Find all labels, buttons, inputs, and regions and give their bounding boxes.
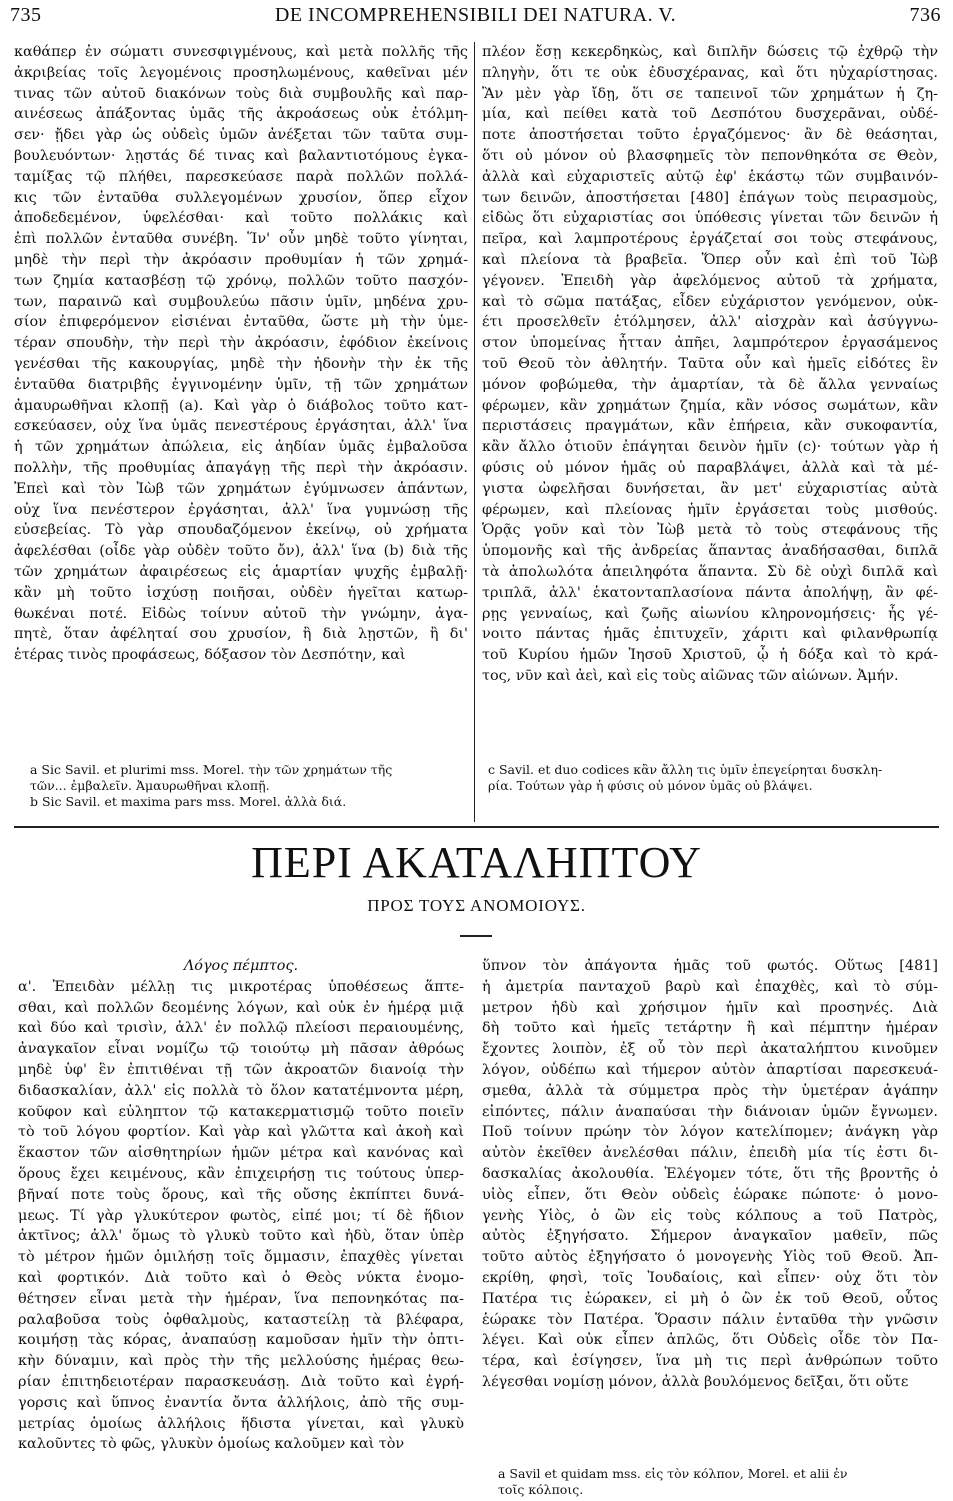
text-line: καὶ τὸ σῶμα πατάξας, εἶδεν εὐχάριστον γενόμενον, οὐκ- xyxy=(482,293,938,310)
text-line: σθαι, καὶ πολλῶν δεομένης λόγων, καὶ οὐκ ἐν ἡμέρᾳ μιᾷ xyxy=(18,999,464,1016)
text-line: ἀναγκαῖον εἶναι νομίζω τῷ τοιούτῳ μὴ πᾶσαν ἀθρόως xyxy=(18,1041,464,1058)
running-header xyxy=(10,2,941,32)
text-line: φύσις οὐ μόνον ἡμᾶς οὐ παραβλάψει, ἀλλὰ καὶ τὰ μέ- xyxy=(482,459,938,476)
text-line: βῆναί ποτε τοὺς ὅρους, καὶ τῆς οὔσης ἐκπίπτει δυνά- xyxy=(18,1186,464,1203)
text-line: εκρίθη, φησὶ, τοῖς Ἰουδαίοις, καὶ εἶπεν· οὐχ ὅτι τὸν xyxy=(482,1269,938,1286)
text-line: μηδὲ τὴν περὶ τὴν ἀκρόασιν προθυμίαν ἡ τῶν χρημά- xyxy=(14,251,468,268)
text-line: πληγὴν, ὅτι τε οὐκ ἐδυσχέρανας, καὶ ὅτι ηὐχαρίστησας. xyxy=(482,64,938,81)
treatise-subtitle: ΠΡΟΣ ΤΟΥΣ ΑΝΟΜΟΙΟΥΣ. xyxy=(367,896,586,915)
text-line: Ἂν μὲν γὰρ ἴδῃ, ὅτι σε ταπεινοῖ τῶν χρημάτων ἡ ζη- xyxy=(482,85,938,102)
text-line: θέτησεν εἶναι μετὰ τὴν ἡμέραν, ἵνα πεπονηκότας πα- xyxy=(18,1290,464,1307)
text-line: γενὴς Υἱὸς, ὁ ὢν εἰς τοὺς κόλπους a τοῦ Πατρὸς, xyxy=(482,1207,938,1224)
text-line: σίον ἐπιφερόμενον εἰσιέναι ἐνταῦθα, ὥστε μὴ τὴν ὑμε- xyxy=(14,314,468,331)
text-line: ταμίξας τῷ πλήθει, παρεσκεύασε παρὰ πολλῶν πολλά- xyxy=(14,168,468,185)
text-line: γενέσθαι τῆς κακουργίας, μηδὲ τὴν ἡδονὴν τὴν ἐκ τῆς xyxy=(14,355,468,372)
text-line: κἂν μὴ τοῦτο ἰσχύσῃ ποιῆσαι, οὐδὲν ἡγεῖται κατωρ- xyxy=(14,584,468,601)
text-line: ρίαν ἐπιτηδειοτέραν παρασκευάσῃ. Διὰ τοῦτο καὶ ἐγρή- xyxy=(18,1373,464,1390)
text-line: ἔχοντες λοιπὸν, ἐξ οὗ τὸν περὶ ἀκαταλήπτου κινοῦμεν xyxy=(482,1041,938,1058)
page-number-right: 736 xyxy=(909,4,941,26)
title-dash xyxy=(460,935,492,937)
text-line: ἐπὶ πολλῶν ἐνταῦθα συνέβη. Ἵν' οὖν μηδὲ τοῦτο γίνηται, xyxy=(14,231,468,248)
text-line: τὸ μέτρον ἡμῶν ὁμιλήσῃ τοῖς ὄμμασιν, ἐπαχθὲς γίνεται xyxy=(18,1249,464,1266)
footnote-line: τοῖς κόλποις. xyxy=(498,1482,584,1497)
text-line: μετρον ἡδὺ καὶ χρήσιμον ἡμῖν καὶ προσηνές. Διὰ xyxy=(482,999,938,1016)
section-rule xyxy=(14,826,939,828)
text-line: ὅρους ἔχει κειμένους, κἂν ἐπιχειρήσῃ τις τούτους ὑπερ- xyxy=(18,1165,464,1182)
text-line: πεῖρα, καὶ λαμπροτέρους ἐργάζεταί σοι τοὺς στεφάνους, xyxy=(482,231,938,248)
text-line: στον ὑπομείνας ἧτταν ἀπῆει, λαμπρότερον ἐργασάμενος xyxy=(482,335,938,352)
text-line: ἕκαστον τῶν αἰσθητηρίων ἡμῶν μέτρα καὶ κανόνας καὶ xyxy=(18,1145,464,1162)
text-line: κἂν ἄλλο ὁτιοῦν ἐπάγηται δεινὸν ἡμῖν (c)· τούτων γὰρ ἡ xyxy=(482,439,938,456)
text-line: ἡ τῶν χρημάτων ἀπώλεια, εἰς ἀηδίαν ὑμᾶς ἐμβαλοῦσα xyxy=(14,439,468,456)
oration-label: Λόγος πέμπτος. xyxy=(183,958,299,974)
text-line: καθάπερ ἐν σώματι συνεσφιγμένους, καὶ μετὰ πολλῆς τῆς xyxy=(14,44,468,60)
text-line: περιστάσεις πραγμάτων, κἂν ἐπήρεια, κἂν συκοφαντία, xyxy=(482,418,938,435)
top-right-column xyxy=(482,42,938,760)
text-line: τοῦ Θεοῦ τὸν ἀθλητήν. Ταῦτα οὖν καὶ ἡμεῖς εἰδότες ἓν xyxy=(482,355,938,372)
text-line: ὕπνον τὸν ἀπάγοντα ἡμᾶς τοῦ φωτός. Οὕτως [481] xyxy=(482,958,938,974)
text-line: θωκέναι ποτέ. Εἰδὼς τοίνυν αὐτοῦ τὴν γνώμην, ἀγα- xyxy=(14,605,468,622)
text-line: καλοῦντες τὸ φῶς, γλυκὺν ὁμοίως καλοῦμεν καὶ τὸν xyxy=(18,1436,405,1453)
text-line: μετρίας ὁμοίως ἀλλήλοις ἥδιστα γίνεται, καὶ γλυκὺ xyxy=(18,1415,464,1432)
text-line: τέρα, καὶ ἐσίγησεν, ἵνα μὴ τις περὶ ἀνθρώπων τοῦτο xyxy=(482,1353,938,1370)
text-line: γέγονεν. Ἐπειδὴ γὰρ ἀφελόμενος αὐτοῦ τὰ χρήματα, xyxy=(482,272,938,289)
text-line: ἀμαυρωθῆναι κλοπῇ (a). Καὶ γὰρ ὁ διάβολος τοῦτο κατ- xyxy=(14,397,468,414)
text-line: τριπλᾶ, ἀλλ' ἑκατονταπλασίονα πάντα ἀπολήψῃ, ἂν φέ- xyxy=(482,584,938,601)
text-line: μηδὲ ὑφ' ἓν ἐπιτιθέναι τῇ τῶν ἀκροατῶν διανοίᾳ τὴν xyxy=(18,1061,464,1078)
bottom-left-column xyxy=(18,956,464,1501)
text-line: ἑώρακε τὸν Πατέρα. Ὅρασιν πάλιν ἐνταῦθα τὴν γνῶσιν xyxy=(482,1311,938,1328)
text-line: σμεθα, ἀλλὰ τὰ σύμμετρα πρὸς τὴν ὑμετέραν ἀγάπην xyxy=(482,1082,938,1099)
text-line: ραλαβοῦσα τοὺς ὀφθαλμοὺς, καταστείλῃ τὰ βλέφαρα, xyxy=(18,1311,464,1328)
text-line: Ἐπεὶ καὶ τὸν Ἰὼβ τῶν χρημάτων ἐγύμνωσεν ἁπάντων, xyxy=(14,480,468,497)
text-line: τοῦ Κυρίου ἡμῶν Ἰησοῦ Χριστοῦ, ᾧ ἡ δόξα καὶ τὸ κρά- xyxy=(482,647,938,664)
text-line: τὰ ἀπολωλότα ἀπειληφότα ἅπαντα. Σὺ δὲ οὐχὶ διπλᾶ καὶ xyxy=(482,563,938,580)
text-line: των δεινῶν, ἀποστήσεται [480] ἐπάγων τοὺς πειρασμοὺς, xyxy=(482,189,938,206)
footnote-line: b Sic Savil. et maxima pars mss. Morel. ἀλλὰ διά. xyxy=(30,794,347,809)
top-left-column xyxy=(14,42,468,760)
text-line: πολλὴν, τῆς προθυμίας ἀπαγάγῃ τῆς περὶ τὴν ἀκρόασιν. xyxy=(14,459,468,476)
footnotes-left xyxy=(30,762,470,810)
text-line: ἀκτῖνος; ἀλλ' ὅμως τὸ γλυκὺ τοῦτο καὶ ἡδὺ, ὅταν ὑπὲρ xyxy=(18,1228,464,1245)
text-line: ἡ ἀμετρία πανταχοῦ βαρὺ καὶ ἐπαχθὲς, καὶ τὸ σύμ- xyxy=(482,978,938,995)
text-line: γιστα ὠφελῆσαι δυνήσεται, ἂν μετ' εὐχαριστίας αὐτὰ xyxy=(482,480,938,497)
text-line: ἀφελέσθαι (οἶδε γὰρ οὐδὲν τοῦτο ὄν), ἀλλ' ἵνα (b) διὰ τῆς xyxy=(14,543,468,560)
text-line: μόνον φοβώμεθα, τὴν ἁμαρτίαν, τὰ δὲ ἄλλα γενναίως xyxy=(482,376,938,393)
bottom-right-column xyxy=(482,956,938,1436)
text-line: αινέσεως ἀπάξοντας ὑμᾶς τῆς ἀκροάσεως οὐκ ἐτόλμη- xyxy=(14,106,468,123)
text-line: εἰπόντες, πάλιν ἀναπαύσαι τὴν διάνοιαν ὑμῶν ἔγνωμεν. xyxy=(482,1103,938,1120)
footnote-line: a Savil et quidam mss. εἰς τὸν κόλπον, Morel. et alii ἐν xyxy=(498,1466,848,1481)
text-line: εἰδὼς ὅτι εὐχαριστίας σοι ὑπόθεσις γίνεται τῶν δεινῶν ἡ xyxy=(482,210,938,227)
footnotes-bottom xyxy=(498,1466,938,1498)
text-line: ὑπομονῆς καὶ τῆς ἀνδρείας ἅπαντας ἀναδήσασθαι, διπλᾶ xyxy=(482,543,938,560)
text-line: κὴν δύναμιν, καὶ πρὸς τὴν τῆς μελλούσης ἡμέρας θεω- xyxy=(18,1353,464,1370)
text-line: εὐσεβείας. Τὸ γὰρ σπουδαζόμενον ἐκείνῳ, οὐ χρήματα xyxy=(14,522,468,539)
text-line: τοῦτο αὐτὸς ἐξηγήσατο ὁ μονογενὴς Υἱὸς τοῦ Θεοῦ. Ἀπ- xyxy=(482,1249,938,1266)
column-divider xyxy=(474,42,475,822)
text-line: καὶ δύο καὶ τρισὶν, ἀλλ' ἐν πολλῷ πλείοσι περαιουμένης, xyxy=(18,1020,464,1037)
footnote-line: ρία. Τούτων γὰρ ἡ φύσις οὐ μόνον ὑμᾶς οὐ βλάψει. xyxy=(488,778,813,793)
text-line: των, παραινῶ καὶ συμβουλεύω πᾶσιν ὑμῖν, μηδένα χρυ- xyxy=(14,293,468,310)
text-line: φέρωμεν, κἂν χρημάτων ζημία, κἂν νόσος σωμάτων, κἂν xyxy=(482,397,938,414)
text-line: ἀλλὰ καὶ εὐχαριστεῖς αὐτῷ ἐφ' ἑκάστῳ τῶν συμβαινόν- xyxy=(482,168,938,185)
text-line: τος, νῦν καὶ ἀεὶ, καὶ εἰς τοὺς αἰῶνας τῶν αἰώνων. Ἀμήν. xyxy=(482,667,899,684)
text-line: ἀκριβείας τοῖς λεγομένοις προσηλωμένους, καθεῖναι μέν xyxy=(14,64,468,81)
text-line: καὶ πλείονα τὰ βραβεῖα. Ὅπερ οὖν καὶ ἐπὶ τοῦ Ἰὼβ xyxy=(482,251,938,268)
page-number-left: 735 xyxy=(10,4,42,26)
text-line: α'. Ἐπειδὰν μέλλῃ τις μικροτέρας ὑποθέσεως ἅπτε- xyxy=(18,978,464,995)
text-line: ἀποδεδεμένον, ὑφελέσθαι· καὶ τοῦτο πολλάκις καὶ xyxy=(14,210,468,227)
text-line: ποτε ἀποστήσεται τοῦτο ἐργαζόμενος· ἂν δὲ θεάσηται, xyxy=(482,127,938,144)
text-line: λέγει. Καὶ οὐκ εἶπεν ἁπλῶς, ὅτι Οὐδεὶς οἶδε τὸν Πα- xyxy=(482,1332,938,1349)
text-line: ἐνταῦθα διατριβῆς ἐγγινομένην ὑμῖν, τῇ τῶν χρημάτων xyxy=(14,376,468,393)
text-line: γορσις καὶ ὕπνος ἐναντία ὄντα ἀλλήλοις, ἀπὸ τῆς συμ- xyxy=(18,1394,464,1411)
text-line: Πατέρα τις ἑώρακεν, εἰ μὴ ὁ ὢν ἐκ τοῦ Θεοῦ, οὗτος xyxy=(482,1290,938,1307)
text-line: ρῃς γενναίως, καὶ ζωῆς αἰωνίου κληρονομήσεις· ἧς γέ- xyxy=(482,605,938,622)
text-line: τινας τῶν αὐτοῦ διακόνων τοὺς διὰ συμβουλῆς καὶ παρ- xyxy=(14,85,468,102)
text-line: μία, καὶ πείθει κατὰ τοῦ Δεσπότου δυσχερᾶναι, οὐδέ- xyxy=(482,106,938,123)
text-line: διδασκαλίαν, ἀλλ' εἰς πολλὰ τὸ ὅλον κατατέμνοντα μέρη, xyxy=(18,1082,464,1099)
text-line: τῶν χρημάτων ἀφαιρέσεως εἰς ἁμαρτίαν ψυχῆς ἐμβαλῇ· xyxy=(14,563,468,580)
text-line: πητὲ, ὅταν ἀφέληταί σου χρυσίον, ἢ διὰ λῃστῶν, ἢ δι' xyxy=(14,626,468,643)
text-line: λόγον, οὐδέπω καὶ τήμερον αὐτὸν ἀπαρτίσαι παρεσκευά- xyxy=(482,1061,938,1078)
text-line: λέγεσθαι νομίσῃ μόνον, ἀλλὰ βουλόμενος δεῖξαι, ὅτι οὔτε xyxy=(482,1373,909,1390)
text-line: καὶ φορτικόν. Διὰ τοῦτο καὶ ὁ Θεὸς νύκτα ἐνομο- xyxy=(18,1269,464,1286)
text-line: υἱὸς εἶπεν, ὅτι Θεὸν οὐδεὶς ἑώρακε πώποτε· ὁ μονο- xyxy=(482,1186,938,1203)
text-line: πλέον ἔσῃ κεκερδηκὼς, καὶ διπλῆν δώσεις τῷ ἐχθρῷ τὴν xyxy=(482,44,938,60)
text-line: αὐτὸς ἐξηγήσατο. Σήμερον ἀναγκαῖον μαθεῖν, πῶς xyxy=(482,1228,938,1245)
text-line: τὸ τοῦ λόγου φορτίον. Καὶ γὰρ καὶ γλῶττα καὶ ἀκοὴ καὶ xyxy=(18,1124,464,1141)
footnote-line: τῶν... ἐμβαλεῖν. Ἀμαυρωθῆναι κλοπῇ. xyxy=(30,778,270,793)
text-line: ἑτέρας τινὸς προφάσεως, δόξασον τὸν Δεσπότην, καὶ xyxy=(14,647,406,664)
text-line: δὴ τοῦτο καὶ ἡμεῖς τετάρτην ἢ καὶ πέμπτην ἡμέραν xyxy=(482,1020,938,1037)
footnotes-right xyxy=(488,762,938,794)
footnote-line: c Savil. et duo codices κἂν ἄλλη τις ὑμῖν ἐπεγείρηται δυσκλη- xyxy=(488,762,883,777)
text-line: έτι προσελθεῖν ἐτόλμησεν, ἀλλ' αἰσχρὰν καὶ ἀσύγγνω- xyxy=(482,314,938,331)
text-line: αὐτὸν ἐκεῖθεν ἀνελέσθαι πάλιν, ἐπειδὴ μία τίς ἐστι δι- xyxy=(482,1145,938,1162)
treatise-title: ΠΕΡΙ ΑΚΑΤΑΛΗΠΤΟΥ xyxy=(251,838,702,887)
text-line: φέρωμεν, καὶ πλείονας ἡμῖν ἐργάσεται τοὺς μισθούς. xyxy=(482,501,938,518)
text-line: τέραν σπουδὴν, τὴν περὶ τὴν ἀκρόασιν, ἐφόδιον ἐκείνοις xyxy=(14,335,468,352)
footnote-line: a Sic Savil. et plurimi mss. Morel. τὴν τῶν χρημάτων τῆς xyxy=(30,762,393,777)
text-line: κοιμήσῃ τὰς κόρας, ἀναπαύσῃ καμοῦσαν ἡμῖν τὴν ὀπτι- xyxy=(18,1332,464,1349)
text-line: κις τῶν ἐνταῦθα συλλεγομένων χρυσίον, ὅπερ εἶχον xyxy=(14,189,468,206)
text-line: των ζημία κατασβέσῃ τῷ χρόνῳ, πολλῶν τοῦτο πασχόν- xyxy=(14,272,468,289)
text-line: δασκαλίας ἀκολουθία. Ἐλέγομεν τότε, ὅτι τῆς βροντῆς ὁ xyxy=(482,1165,938,1182)
text-line: σεν· ᾔδει γὰρ ὡς οὐδεὶς ὑμῶν ἀνέξεται τῶν ταῦτα συμ- xyxy=(14,127,468,144)
text-line: μεως. Τί γὰρ γλυκύτερον φωτὸς, εἰπέ μοι; τί δὲ ἥδιον xyxy=(18,1207,464,1224)
text-line: βουλευόντων· λῃστάς δέ τινας καὶ βαλαντιοτόμους ἐγκα- xyxy=(14,147,468,164)
text-line: οὐχ ἵνα πενέστερον ἐργάσηται, ἀλλ' ἵνα γυμνώσῃ τῆς xyxy=(14,501,468,518)
text-line: Ὁρᾷς γοῦν καὶ τὸν Ἰὼβ μετὰ τὸ τοὺς στεφάνους τῆς xyxy=(482,522,938,539)
text-line: εσκεύασεν, οὐχ ἵνα ὑμᾶς πενεστέρους ἐργάσηται, ἀλλ' ἵνα xyxy=(14,418,468,435)
text-line: κοῦφον καὶ εὐληπτον τῷ κατακερματισμῷ τοῦτο ποιεῖν xyxy=(18,1103,464,1120)
running-title: DE INCOMPREHENSIBILI DEI NATURA. V. xyxy=(274,4,677,26)
text-line: ὅτι οὐ μόνον οὐ βλασφημεῖς τὸν πεπονθηκότα σε Θεὸν, xyxy=(482,147,938,164)
text-line: νοιτο πάντας ἡμᾶς ἐπιτυχεῖν, χάριτι καὶ φιλανθρωπίᾳ xyxy=(482,626,938,643)
text-line: Ποῦ τοίνυν πρώην τὸν λόγον κατελίπομεν; ἀνάγκη γὰρ xyxy=(482,1124,938,1141)
